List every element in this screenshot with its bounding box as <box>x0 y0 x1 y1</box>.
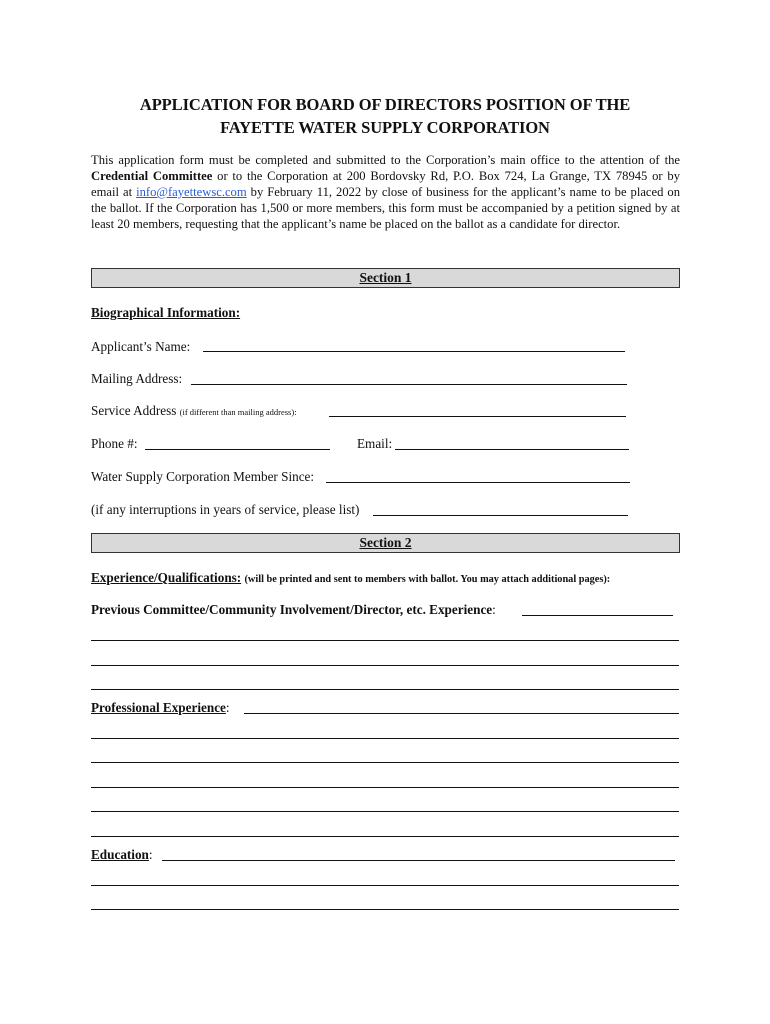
education-label <box>91 847 153 863</box>
previous-experience-text: Previous Committee/Community Involvement/Director, etc. Experience <box>91 602 493 617</box>
email-label: Email: <box>357 436 393 451</box>
intro-text-1: This application form must be completed and submitted to the Corporation’s main office to the attention of the <box>91 153 680 167</box>
professional-experience-line-3[interactable] <box>91 787 679 788</box>
experience-heading <box>91 570 610 588</box>
interruptions-field[interactable] <box>373 515 628 516</box>
section-2-header <box>91 533 680 553</box>
member-since-field[interactable] <box>326 482 630 483</box>
professional-experience-colon: : <box>225 700 230 715</box>
professional-experience-line-2[interactable] <box>91 762 679 763</box>
professional-experience-field[interactable] <box>244 713 679 714</box>
section-1-header <box>91 268 680 288</box>
previous-experience-line-3[interactable] <box>91 689 679 690</box>
previous-experience-label <box>91 602 496 618</box>
professional-experience-label <box>91 700 230 716</box>
section-2-label: Section 2 <box>359 535 412 550</box>
education-line-1[interactable] <box>91 885 679 886</box>
email-field[interactable] <box>395 449 629 450</box>
previous-experience-field[interactable] <box>522 615 673 616</box>
biographical-heading: Biographical Information: <box>91 305 241 320</box>
phone-label: Phone #: <box>91 436 138 451</box>
intro-text-2: or to the Corporation at 200 Bordovsky Rd, P.O. Box 724, La Grange, TX 78945 or by email at <box>91 168 680 199</box>
phone-field[interactable] <box>145 449 330 450</box>
education-field[interactable] <box>162 860 675 861</box>
service-address-note: (if different than mailing address): <box>179 407 297 417</box>
intro-paragraph <box>91 153 680 233</box>
previous-experience-colon: : <box>492 602 496 617</box>
title-line-1: APPLICATION FOR BOARD OF DIRECTORS POSITION OF THE <box>139 95 631 114</box>
form-title <box>90 93 680 139</box>
experience-note: (will be printed and sent to members with ballot. You may attach additional pages): <box>244 574 611 585</box>
previous-experience-line-1[interactable] <box>91 640 679 641</box>
service-address-label <box>91 403 297 420</box>
professional-experience-text: Professional Experience <box>91 700 226 715</box>
section-1-label: Section 1 <box>359 270 412 285</box>
professional-experience-line-5[interactable] <box>91 836 679 837</box>
education-text: Education <box>91 847 149 862</box>
mailing-address-label: Mailing Address: <box>91 371 183 386</box>
title-line-2: FAYETTE WATER SUPPLY CORPORATION <box>220 118 550 137</box>
professional-experience-line-4[interactable] <box>91 811 679 812</box>
member-since-label: Water Supply Corporation Member Since: <box>91 469 315 484</box>
email-link[interactable]: info@fayettewsc.com <box>136 184 247 199</box>
education-colon: : <box>148 847 153 862</box>
previous-experience-line-2[interactable] <box>91 665 679 666</box>
interruptions-label: (if any interruptions in years of service, please list) <box>91 502 360 517</box>
applicant-name-label: Applicant’s Name: <box>91 339 191 354</box>
education-line-2[interactable] <box>91 909 679 910</box>
mailing-address-field[interactable] <box>191 384 627 385</box>
applicant-name-field[interactable] <box>203 351 625 352</box>
service-address-field[interactable] <box>329 416 626 417</box>
intro-text-3: by February 11, 2022 by close of business for the applicant’s name to be placed on the ballot. If the Corporation has 1,500 or more members, this form must be accompanied by a petition signed by at least 20 members, requesting that the applicant’s name be placed on the ballot as a candidate for director. <box>91 184 681 231</box>
service-address-text: Service Address <box>91 403 177 418</box>
credential-committee: Credential Committee <box>91 168 213 183</box>
experience-heading-text: Experience/Qualifications: <box>91 570 242 585</box>
professional-experience-line-1[interactable] <box>91 738 679 739</box>
